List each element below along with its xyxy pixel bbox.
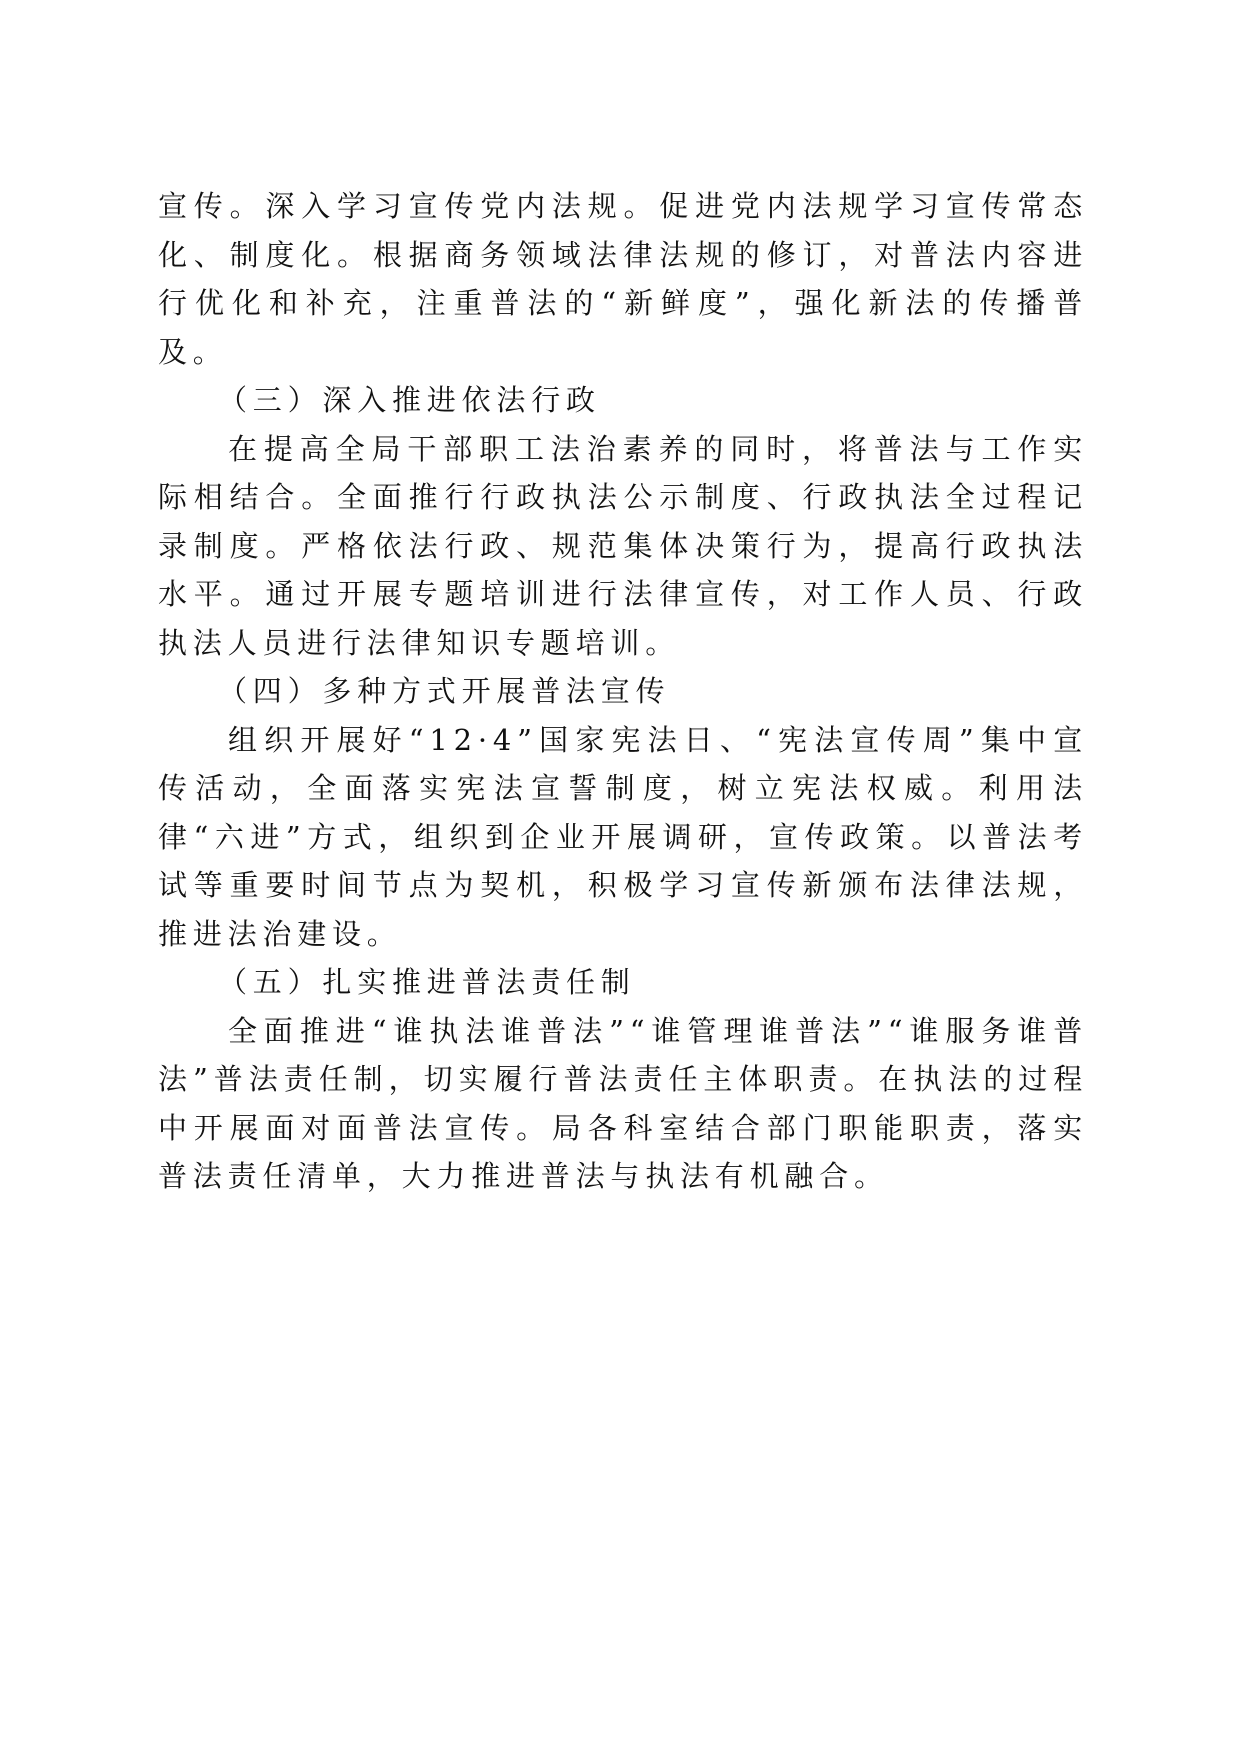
section-5-heading: （五）扎实推进普法责任制 [218,965,636,999]
section-3-body: 在提高全局干部职工法治素养的同时，将普法与工作实际相结合。全面推行行政执法公示制度、行政执法全过程记录制度。严格依法行政、规范集体决策行为，提高行政执法水平。通过开展专题培训进行法律宣传，对工作人员、行政执法人员进行法律知识专题培训。 [158,431,1088,660]
section-4-body: 组织开展好“12·4”国家宪法日、“宪法宣传周”集中宣传活动，全面落实宪法宣誓制度，树立宪法权威。利用法律“六进”方式，组织到企业开展调研，宣传政策。以普法考试等重要时间节点为契机，积极学习宣传新颁布法律法规，推进法治建设。 [158,722,1088,951]
paragraph-continued: 宣传。深入学习宣传党内法规。促进党内法规学习宣传常态化、制度化。根据商务领域法律法规的修订，对普法内容进行优化和补充，注重普法的“新鲜度”，强化新法的传播普及。 [158,189,1088,369]
section-5-body: 全面推进“谁执法谁普法”“谁管理谁普法”“谁服务谁普法”普法责任制，切实履行普法责任主体职责。在执法的过程中开展面对面普法宣传。局各科室结合部门职能职责，落实普法责任清单，大力推进普法与执法有机融合。 [158,1013,1088,1193]
section-4-heading: （四）多种方式开展普法宣传 [218,674,671,708]
section-3-heading: （三）深入推进依法行政 [218,383,601,417]
document-body [158,182,1088,1201]
